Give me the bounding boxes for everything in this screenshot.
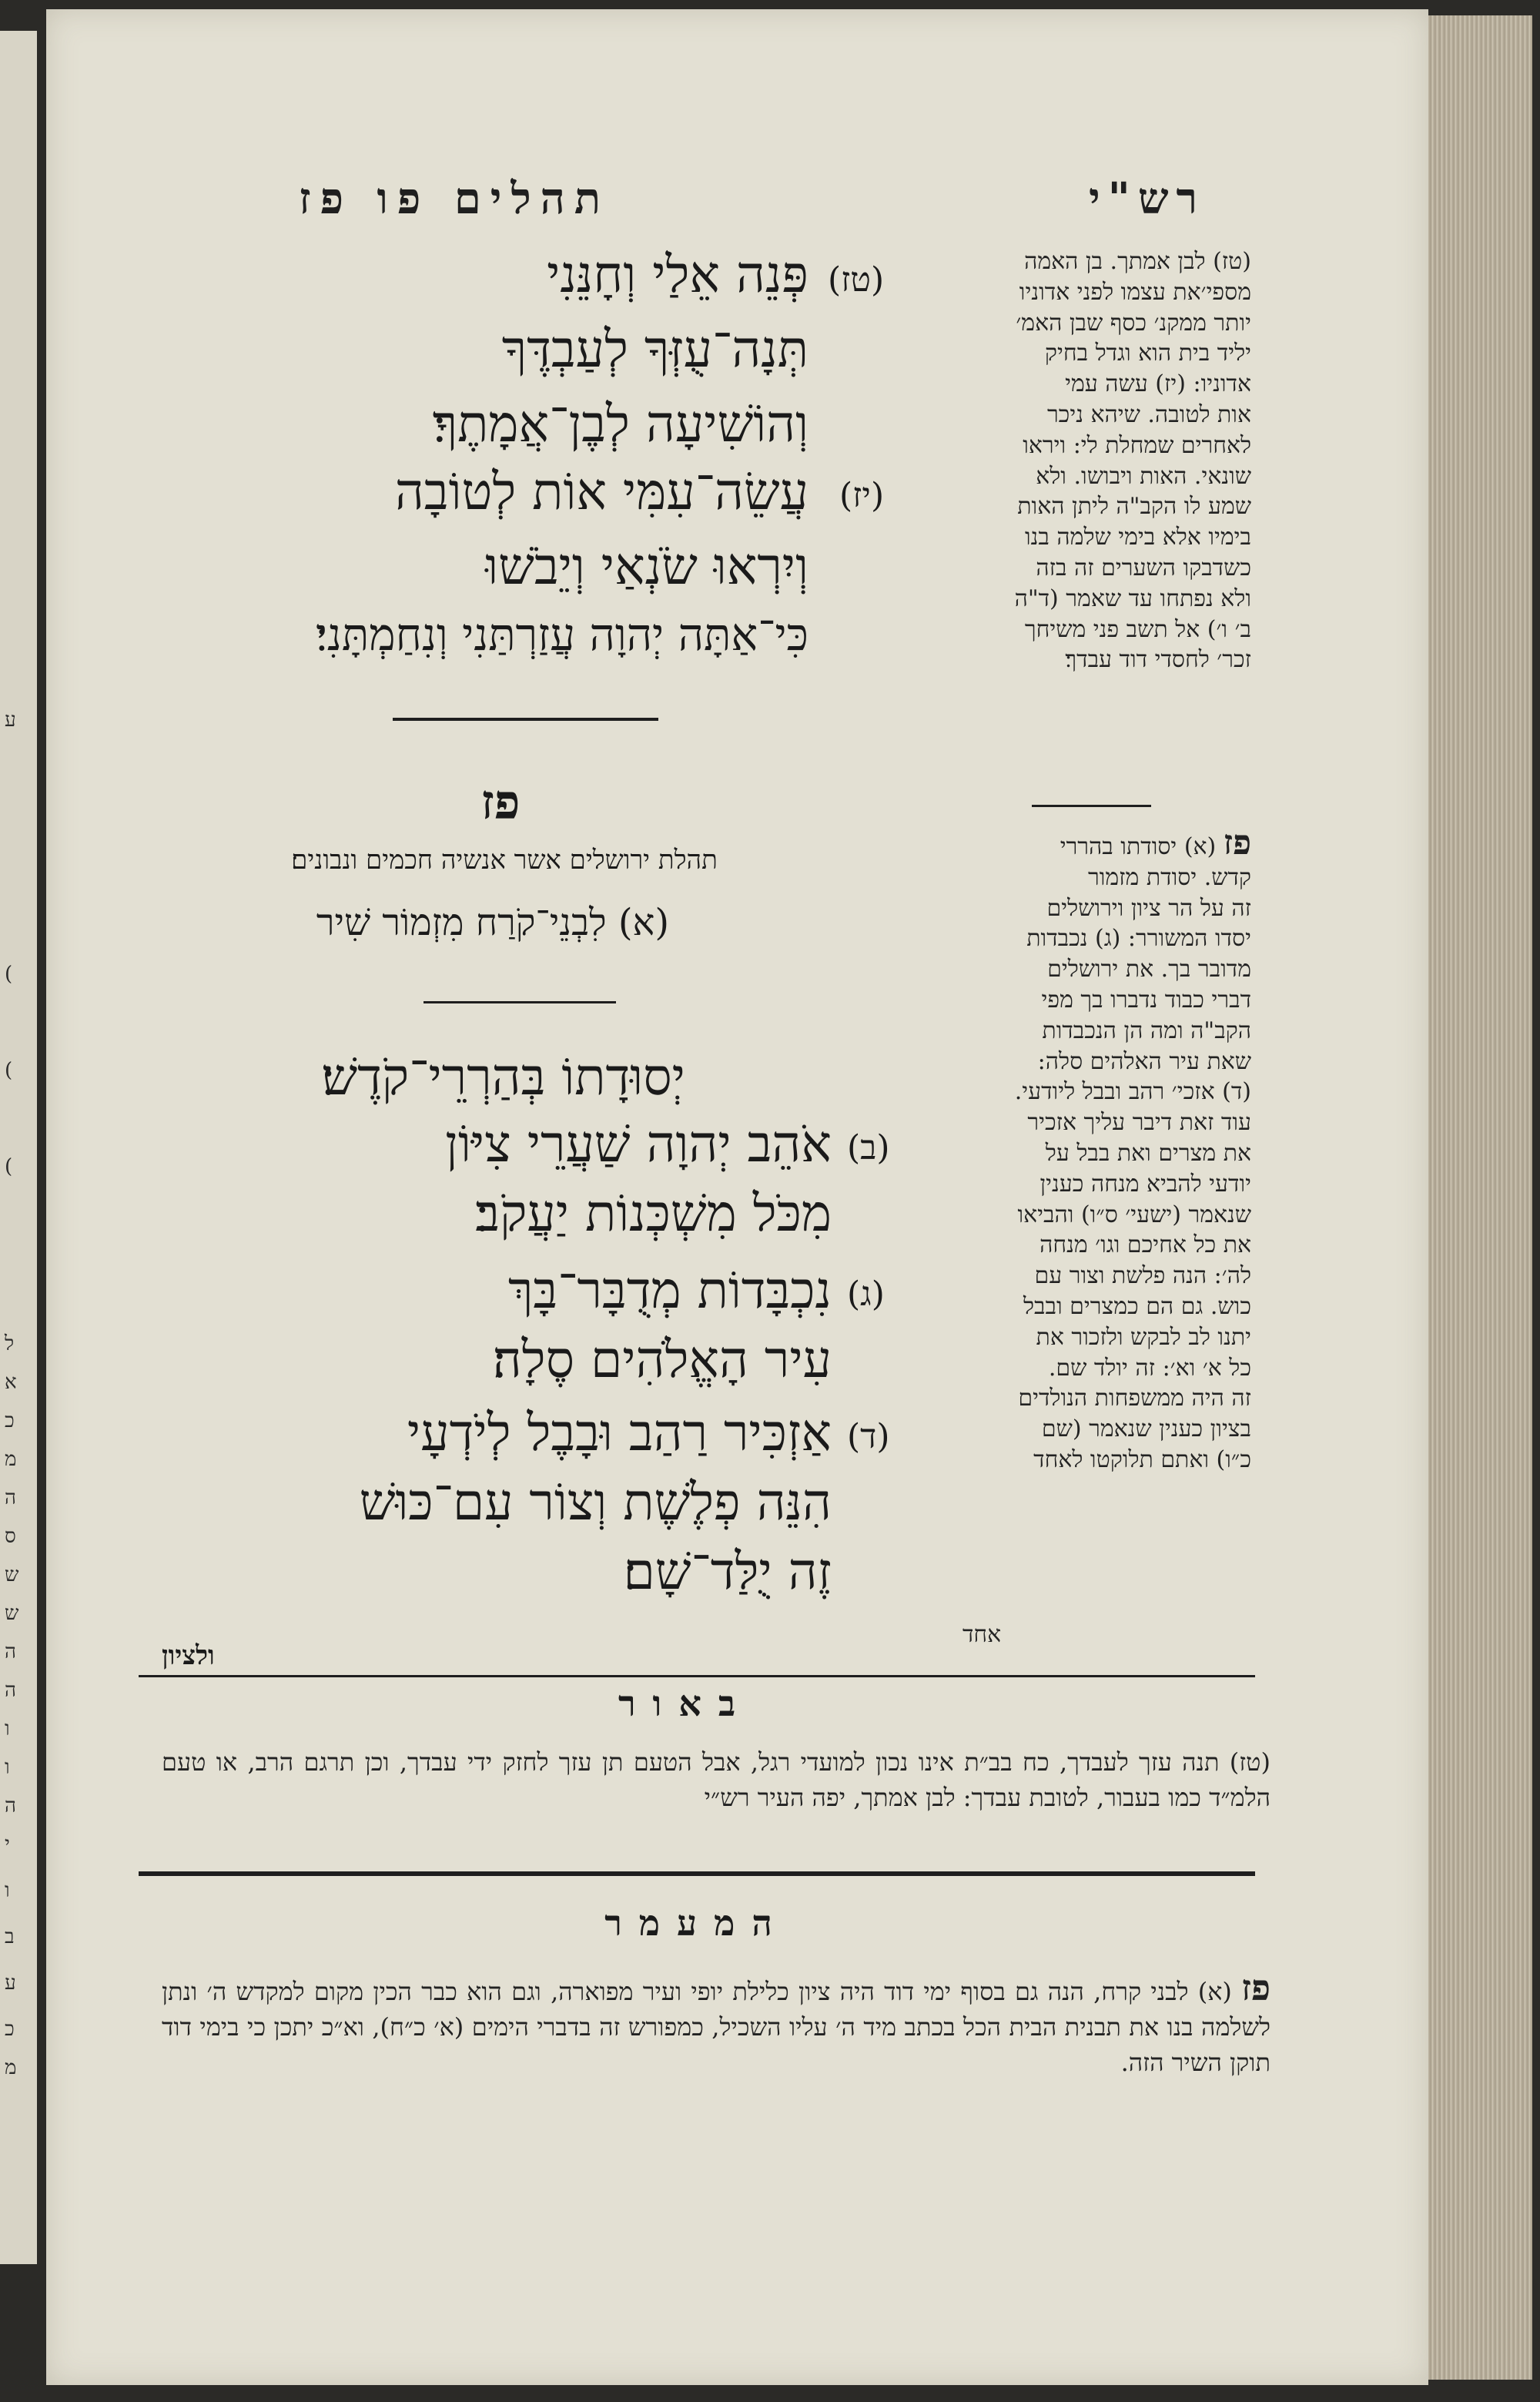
rashi-line: אות לטובה. שיהא ניכר xyxy=(1046,400,1251,428)
chapter-lead: פז xyxy=(1241,1967,1271,2008)
verse-number: (יז) xyxy=(839,476,885,515)
page-edges xyxy=(1428,15,1532,2380)
edge-char: ו xyxy=(5,1756,10,1779)
edge-char: כ xyxy=(5,1409,15,1432)
edge-char: ה xyxy=(5,1679,16,1702)
verse-line: תְּנָה־עֻזְּךָ לְעַבְדֶּךָ xyxy=(501,320,808,379)
edge-char: ש xyxy=(5,1602,19,1625)
catchword: ולציון xyxy=(162,1640,215,1671)
rashi-line: שמע לו הקב"ה ליתן האות xyxy=(1017,493,1251,521)
verse-number: (ג) xyxy=(847,1275,885,1314)
rashi-line: לאחרים שמחלת לי: ויראו xyxy=(1023,431,1251,459)
heading-divider xyxy=(424,1001,616,1003)
verse-line: אַזְכִּיר רַהַב וּבָבֶל לְיֹדְעָי xyxy=(407,1403,832,1462)
edge-char: ל xyxy=(5,1332,15,1355)
rashi-line: יותר ממקנ׳ כסף שבן האמ׳ xyxy=(1016,309,1251,337)
rashi-line: זה היה ממשפחות הנולדים xyxy=(1018,1385,1251,1412)
hameammer-text xyxy=(162,1967,1271,2080)
rashi-line: שאת עיר האלהים סלה: xyxy=(1037,1047,1251,1075)
rashi-line: בימיו אלא בימי שלמה בנו xyxy=(1024,524,1251,551)
rashi-line: זכר׳ לחסדי דוד עבדך׃ xyxy=(1065,646,1251,674)
rashi-line: יליד בית הוא וגדל בחיק xyxy=(1044,340,1251,367)
rashi-line: כל א׳ וא׳: זה יולד שם. xyxy=(1048,1354,1251,1382)
rashi-divider xyxy=(1032,805,1151,807)
edge-char: ( xyxy=(5,1155,13,1178)
rashi-line: שונאי. האות ויבושו. ולא xyxy=(1036,462,1251,490)
rashi-line: מדובר בך. את ירושלים xyxy=(1047,956,1251,983)
verse-line: זֶה יֻלַּד־שָׁם׃ xyxy=(623,1542,832,1601)
biur-text: (טז) תנה עזך לעבדך, כח בב״ת אינו נכון למועדי רגל, אבל הטעם תן עזך לחזק ידי עבדך, וכן תרגם הרב, או טעם הלמ״ד כמו בעבור, לטובת עבדך: לבן אמתך, יפה העיר רש״י xyxy=(162,1747,1270,1812)
rashi-commentary-block xyxy=(936,823,1251,1476)
edge-char: י xyxy=(5,1833,10,1856)
edge-char: ( xyxy=(5,1059,13,1082)
rashi-line: הקב"ה ומה הן הנכבדות xyxy=(1042,1017,1251,1044)
rashi-line: אדוניו: (יז) עשה עמי xyxy=(1065,370,1251,398)
superscription: תהלת ירושלים אשר אנשיה חכמים ונבונים׃ xyxy=(291,845,718,876)
rashi-line: את מצרים ואת בבל על xyxy=(1045,1139,1251,1167)
rashi-line: יתנו לב לבקש ולזכור את xyxy=(1036,1323,1251,1351)
biur-top-rule xyxy=(139,1675,1255,1677)
edge-char: כ xyxy=(5,2018,15,2041)
edge-char: מ xyxy=(5,1448,17,1471)
edge-char: ו xyxy=(5,1717,10,1740)
rashi-line: כ״ו) ואתם תלוקטו לאחד xyxy=(1033,1446,1251,1473)
rashi-line: כשדבקו השערים זה בזה xyxy=(1036,554,1251,581)
edge-char: ה xyxy=(5,1640,16,1663)
rashi-catchword: אחד xyxy=(962,1621,1002,1648)
verse-number: (טז) xyxy=(828,260,885,300)
verse-line: הִנֵּה פְלֶשֶׁת וְצוֹר עִם־כּוּשׁ xyxy=(359,1472,832,1532)
edge-char: ה xyxy=(5,1486,16,1509)
verse-line: מִכֹּל מִשְׁכְּנוֹת יַעֲקֹב׃ xyxy=(475,1184,832,1243)
running-header: תהלים פו פז xyxy=(298,173,611,224)
rashi-line: (ד) אזכי׳ רהב ובבל ליודעי. xyxy=(1014,1078,1251,1106)
rashi-line: ב׳ ו׳) אל תשב פני משיחך xyxy=(1024,615,1251,643)
rashi-line: יודעי להביא מנחה כענין xyxy=(1040,1170,1251,1198)
rashi-line: ולא נפתחו עד שאמר (ד"ה xyxy=(1014,585,1251,612)
verse-line: עִיר הָאֱלֹהִים סֶלָה׃ xyxy=(492,1330,832,1389)
rashi-line: דברי כבוד נדברו בך מפי xyxy=(1041,986,1251,1013)
rashi-header: רש"י xyxy=(1088,173,1205,224)
verse-line: וְהוֹשִׁיעָה לְבֶן־אֲמָתֶךָ׃ xyxy=(432,394,808,454)
verse-number: (ב) xyxy=(847,1128,890,1167)
rashi-line: בציון כענין שנאמר (שם xyxy=(1041,1415,1251,1443)
rashi-line: כוש. גם הם כמצרים ובבל xyxy=(1023,1292,1251,1320)
rashi-line: שנאמר (ישעי׳ ס״ו) והביאו xyxy=(1017,1201,1251,1228)
chapter-lead: פז xyxy=(1223,823,1251,863)
hameammer-body: (א) לבני קרח, הנה גם בסוף ימי דוד היה ציון כלילת יופי ועיר מפוארה, וגם הוא כבר הכין מקום למקדש ה׳ ונתן לשלמה בנו את תבנית הבית הכל בכתב מיד ה׳ עליו השכיל, כמפורש זה בדברי הימים (א׳ כ״ח), וא״כ יתכן כי בימי דוד תוקן השיר הזה. xyxy=(162,1977,1270,2077)
verse-line: נִכְבָּדוֹת מְדֻבָּר־בָּךְ xyxy=(508,1261,832,1320)
verse-line: וְיִרְאוּ שֹׂנְאַי וְיֵבֹשׁוּ xyxy=(485,537,808,596)
facing-page-edge xyxy=(0,31,37,2264)
rashi-line: זה על הר ציון וירושלים xyxy=(1046,894,1251,922)
edge-char: א xyxy=(5,1371,17,1394)
biur-title: באור xyxy=(618,1683,753,1724)
psalm-heading: (א) לִבְנֵי־קֹרַח מִזְמוֹר שִׁיר xyxy=(316,901,670,944)
rashi-line: מספי׳את עצמו לפני אדוניו xyxy=(1019,278,1251,306)
edge-char: ב xyxy=(5,1925,15,1948)
edge-char: ה xyxy=(5,1794,16,1817)
section-divider xyxy=(393,718,658,721)
rashi-line: את כל אחיכם וגו׳ מנחה xyxy=(1040,1231,1251,1259)
edge-char: ע xyxy=(5,709,16,732)
edge-char: ( xyxy=(5,963,13,986)
verse-line: כִּי־אַתָּה יְהוָה עֲזַרְתַּנִי וְנִחַמְתָּנִי׃ xyxy=(315,608,808,661)
edge-char: ש xyxy=(5,1563,19,1586)
chapter-title: פז xyxy=(480,774,521,830)
rashi-line: עוד זאת דיבר עליך אזכיר xyxy=(1027,1109,1251,1137)
verse-line: עֲשֵׂה־עִמִּי אוֹת לְטוֹבָה xyxy=(394,462,808,521)
rashi-commentary-block xyxy=(936,246,1251,675)
verse-line: פְּנֵה אֵלַי וְחָנֵּנִי xyxy=(547,245,808,304)
verse-line: אֹהֵב יְהוָה שַׁעֲרֵי צִיּוֹן xyxy=(445,1114,832,1174)
edge-char: מ xyxy=(5,2056,17,2079)
edge-char: ו xyxy=(5,1879,10,1902)
verse-line: יְסוּדָתוֹ בְּהַרְרֵי־קֹדֶשׁ׃ xyxy=(321,1047,685,1107)
rashi-line: (טז) לבן אמתך. בן האמה xyxy=(1024,248,1251,275)
edge-char: ע xyxy=(5,1972,16,1995)
hameammer-title: המעמר xyxy=(604,1902,789,1944)
rashi-line: קדש. יסודת מזמור xyxy=(1087,863,1251,891)
rashi-line: פז (א) יסודתו בהררי xyxy=(1060,823,1251,863)
biur-bottom-rule xyxy=(139,1871,1255,1876)
edge-char: ס xyxy=(5,1525,16,1548)
rashi-line: לה׳: הנה פלשת וצור עם xyxy=(1034,1262,1251,1290)
verse-number: (ד) xyxy=(847,1417,890,1456)
rashi-line: יסדו המשורר: (ג) נכבדות xyxy=(1026,925,1251,953)
